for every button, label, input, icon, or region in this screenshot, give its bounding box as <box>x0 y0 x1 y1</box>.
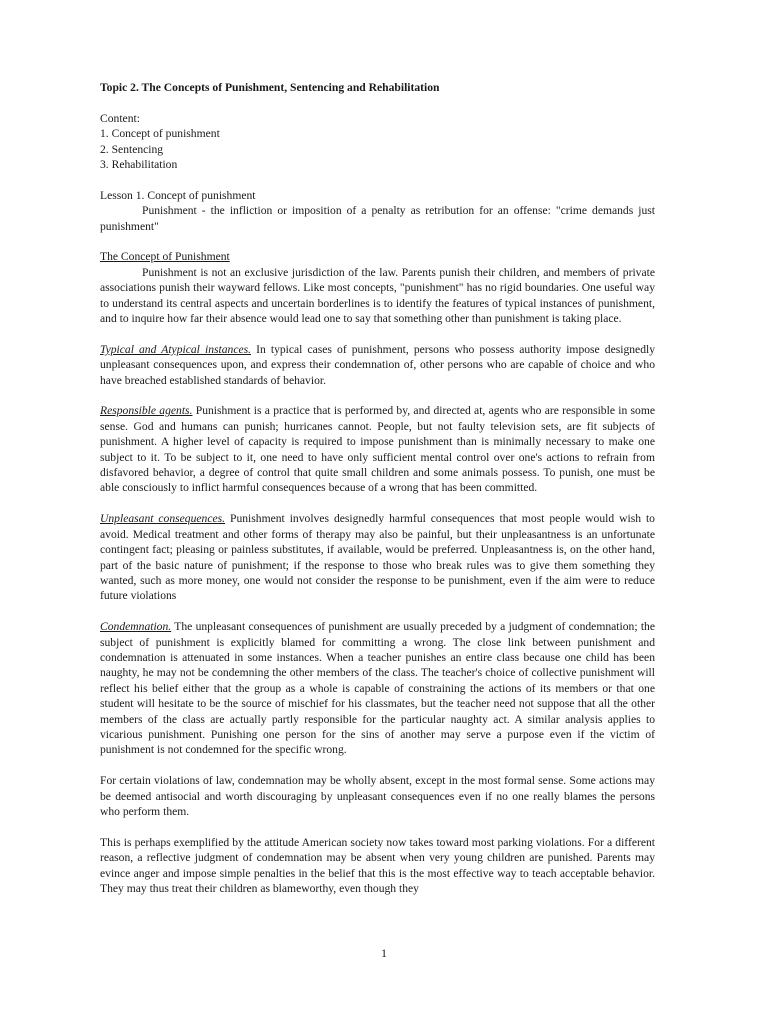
definition-paragraph: Punishment - the infliction or imposition of a penalty as retribution for an offense: "crime demands just punishment" <box>100 204 655 233</box>
typical-paragraph <box>100 342 655 388</box>
spacer <box>100 496 655 511</box>
lesson-heading: Lesson 1. Concept of punishment <box>100 188 256 202</box>
unpleasant-paragraph <box>100 511 655 603</box>
spacer <box>100 388 655 403</box>
responsible-paragraph <box>100 403 655 495</box>
spacer <box>100 326 655 341</box>
section-heading: The Concept of Punishment <box>100 250 230 264</box>
condemnation-paragraph <box>100 619 655 758</box>
typical-text: In typical cases of punishment, persons who possess authority impose designedly unpleasant consequences upon, and express their condemnation of, other persons who are capable of choice and who have breached established standards of behavior. <box>100 342 656 387</box>
content-item: 2. Sentencing <box>100 142 164 156</box>
responsible-lead: Responsible agents. <box>100 404 193 418</box>
spacer <box>100 234 655 249</box>
content-label: Content: <box>100 111 140 125</box>
document-title: Topic 2. The Concepts of Punishment, Sentencing and Rehabilitation <box>100 81 440 94</box>
content-item: 1. Concept of punishment <box>100 127 220 141</box>
unpleasant-lead: Unpleasant consequences. <box>100 512 226 526</box>
page-number: 1 <box>381 946 387 960</box>
condemnation-text: The unpleasant consequences of punishment are usually preceded by a judgment of condemnation; the subject of punishment is explicitly blamed for committing a wrong. The close link between punishment and condemnation is attenuated in some instances. When a teacher punishes an entire class because one child has been naughty, he may not be condemning the other members of the class. The teacher's choice of collective punishment will reflect his belief either that the group as a whole is capable of constraining the actions of its members or that one student will hesitate to be the source of mischief for his classmates, but the teacher need not suppose that all the other members of the class are actually partly responsible for the particular naughty act. A similar analysis applies to vicarious punishment. Punishing one person for the sins of another may serve a purpose even if the victim of punishment is not condemned for the specific wrong. <box>100 620 655 757</box>
content-item: 3. Rehabilitation <box>100 158 178 172</box>
responsible-text: Punishment is a practice that is performed by, and directed at, agents who are responsible in some sense. God and humans can punish; hurricanes cannot. People, but not faulty television sets, are fit subjects of punishment. A higher level of capacity is required to impose punishment than is minimally necessary to make one subject to it. To be subject to it, one need to have only sufficient mental control over one's actions to refrain from disfavored behavior, a degree of control that quite small children and some animals possess. To punish, one must be able consciously to inflict harmful consequences because of a wrong that has been committed. <box>100 404 656 495</box>
spacer <box>100 172 655 187</box>
condemnation-lead: Condemnation. <box>100 620 172 634</box>
unpleasant-text: Punishment involves designedly harmful consequences that most people would wish to avoid. Medical treatment and other forms of therapy may also be painful, but their unpleasantness is an unfortunate contingent fact; pleasing or painless substitutes, if available, would be preferred. Unpleasantness is, on the other hand, part of the basic nature of punishment; if the response to those who break rules was to give them something they wanted, such as more money, one would not consider the response to be punishment, even if the aim were to reduce future violations <box>100 512 655 603</box>
parking-paragraph: This is perhaps exemplified by the attitude American society now takes toward most parking violations. For a different reason, a reflective judgment of condemnation may be absent when very young children are punished. Parents may evince anger and impose simple penalties in the belief that this is the most effective way to teach acceptable behavior. They may thus treat their children as blameworthy, even though they <box>100 835 655 895</box>
spacer <box>100 95 655 110</box>
typical-lead: Typical and Atypical instances. <box>100 342 252 356</box>
spacer <box>100 758 655 773</box>
spacer <box>100 819 655 834</box>
intro-paragraph: Punishment is not an exclusive jurisdiction of the law. Parents punish their children, and members of private associations punish their wayward fellows. Like most concepts, "punishment" has no rigid boundaries. One useful way to understand its central aspects and uncertain borderlines is to identify the features of typical instances of punishment, and to inquire how far their absence would lead one to say that something other than punishment is taking place. <box>100 265 655 326</box>
spacer <box>100 604 655 619</box>
violations-paragraph: For certain violations of law, condemnation may be wholly absent, except in the most formal sense. Some actions may be deemed antisocial and worth discouraging by unpleasant consequences even if no one really blames the persons who perform them. <box>100 774 655 818</box>
